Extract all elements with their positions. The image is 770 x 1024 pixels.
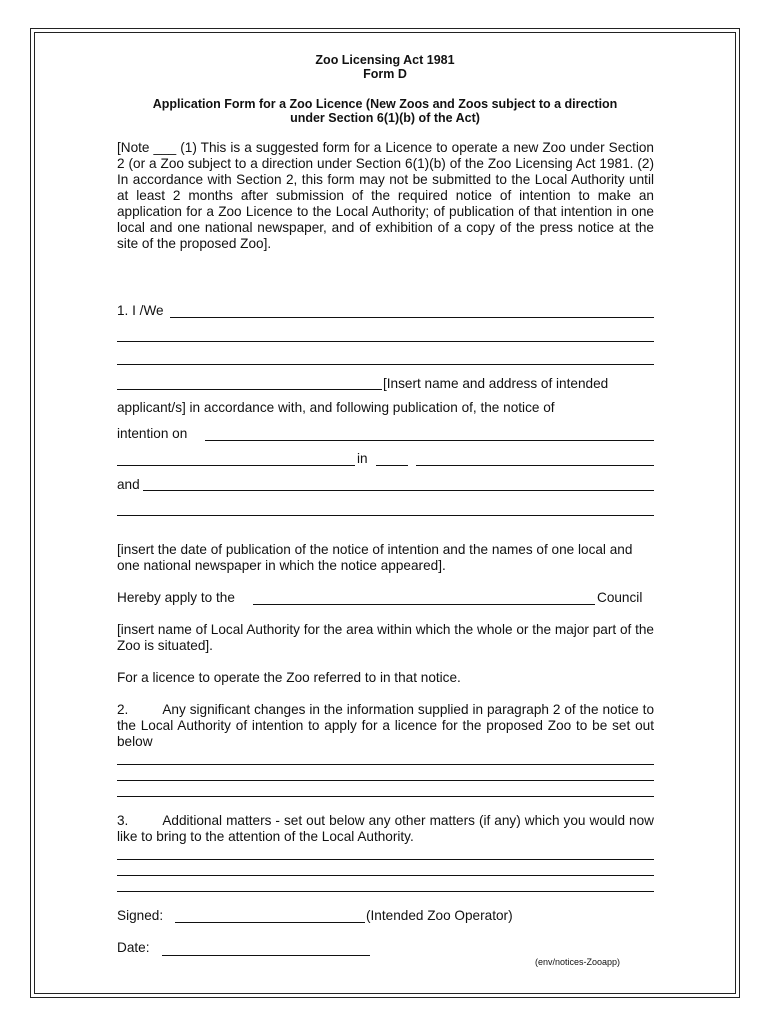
section2-number: 2.: [117, 702, 129, 717]
section2-line-2[interactable]: [117, 780, 654, 781]
signature-field[interactable]: [175, 922, 365, 923]
applicant-instruction: [Insert name and address of intended: [383, 376, 609, 391]
apply-label: Hereby apply to the: [117, 590, 235, 605]
newspaper-local-short-field[interactable]: [376, 465, 408, 466]
newspaper-national-line-2[interactable]: [117, 515, 654, 516]
application-title-line2: under Section 6(1)(b) of the Act): [290, 111, 480, 125]
licence-statement: For a licence to operate the Zoo referred to in that notice.: [117, 670, 461, 685]
date-label: Date:: [117, 940, 150, 955]
application-title-line1: Application Form for a Zoo Licence (New Zoos and Zoos subject to a direction: [152, 97, 618, 111]
applicant-name-field[interactable]: [170, 317, 654, 318]
newspaper-location-field[interactable]: [416, 465, 654, 466]
and-label: and: [117, 477, 140, 492]
section3-text: Additional matters - set out below any other matters (if any) which you would now like to bring to the attention of the Local Authority.: [117, 813, 654, 844]
council-name-field[interactable]: [253, 604, 595, 605]
signed-label: Signed:: [117, 908, 164, 923]
applicant-label: 1. I /We: [117, 303, 164, 318]
intention-label: intention on: [117, 426, 188, 441]
form-name: Form D: [363, 67, 407, 81]
council-label: Council: [597, 590, 643, 605]
in-label: in: [357, 451, 368, 466]
section2-text: Any significant changes in the information supplied in paragraph 2 of the notice to the Local Authority of intention to apply for a licence for the proposed Zoo to be set out below: [117, 702, 654, 749]
applicant-address-line-1[interactable]: [117, 341, 654, 342]
newspaper-national-field[interactable]: [143, 490, 654, 491]
section3-number: 3.: [117, 813, 129, 828]
applicant-continuation: applicant/s] in accordance with, and following publication of, the notice of: [117, 400, 555, 415]
act-title: Zoo Licensing Act 1981: [315, 53, 455, 67]
applicant-address-line-2[interactable]: [117, 364, 654, 365]
section2-line-1[interactable]: [117, 764, 654, 765]
section3-paragraph: [117, 813, 654, 845]
authority-instruction: [insert name of Local Authority for the area within which the whole or the major part of the Zoo is situated].: [117, 622, 654, 653]
section3-line-2[interactable]: [117, 875, 654, 876]
applicant-address-line-3[interactable]: [117, 389, 382, 390]
section2-line-3[interactable]: [117, 796, 654, 797]
section3-line-1[interactable]: [117, 859, 654, 860]
form-reference: (env/notices-Zooapp): [535, 957, 621, 967]
section2-paragraph: [117, 702, 654, 750]
section3-line-3[interactable]: [117, 891, 654, 892]
note-paragraph: [Note ___ (1) This is a suggested form for a Licence to operate a new Zoo under Section 2 (or a Zoo subject to a direction under Section 6(1)(b) of the Zoo Licensing Act 1981. (2) In accordance with Section 2, this form may not be submitted to the Local Authority until at least 2 months after submission of the required notice of intention to make an application for a Zoo Licence to the Local Authority; of publication of that intention in one local and one national newspaper, and of exhibition of a copy of the press notice at the site of the proposed Zoo].: [117, 140, 654, 251]
date-instruction: [insert the date of publication of the notice of intention and the names of one local and one national newspaper in which the notice appeared].: [117, 542, 633, 573]
newspaper-local-field[interactable]: [117, 465, 355, 466]
date-field[interactable]: [162, 955, 370, 956]
operator-label: (Intended Zoo Operator): [366, 908, 513, 923]
intention-date-field[interactable]: [205, 440, 654, 441]
